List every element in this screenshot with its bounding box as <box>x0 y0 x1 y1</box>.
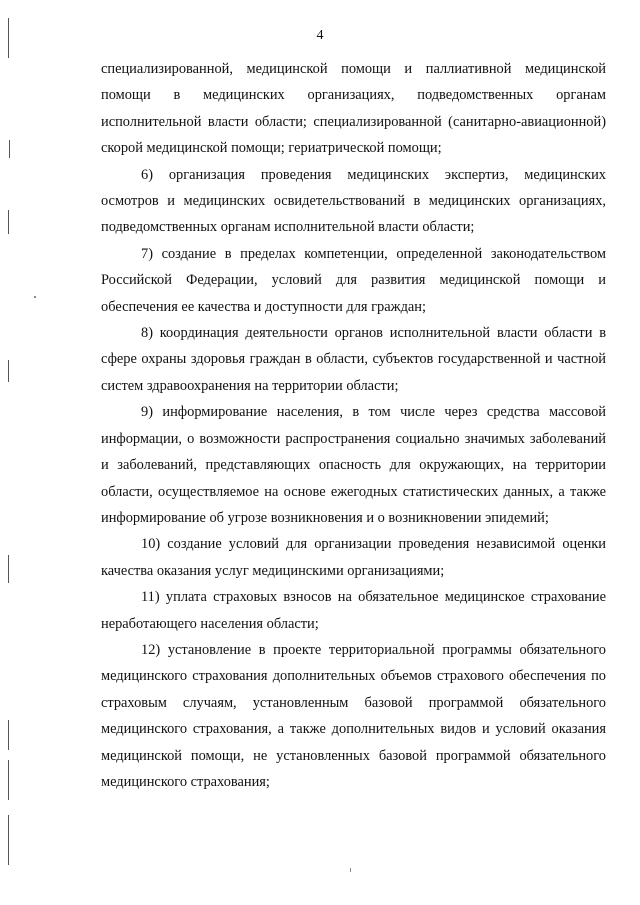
scan-artifact <box>9 140 10 158</box>
paragraph-continuation: специализированной, медицинской помощи и паллиативной медицинской помощи в медицинских организациях, подведомственных органам исполнительной власти области; специализированной (санитарно-авиационной) скорой медицинской помощи; гериатрической помощи; <box>101 61 606 157</box>
paragraph-item-11: 11) уплата страховых взносов на обязательное медицинское страхование неработающего населения области; <box>101 589 606 632</box>
paragraph-item-9: 9) информирование населения, в том числе через средства массовой информации, о возможности распространения социально значимых заболеваний и заболеваний, представляющих опасность для окружающих, на территории области, осуществляемое на основе ежегодных статистических данных, а также информирование об угрозе возникновения и о возникновении эпидемий; <box>101 404 606 526</box>
scan-artifact <box>8 360 9 382</box>
scan-artifact <box>34 296 36 298</box>
paragraph-item-6: 6) организация проведения медицинских экспертиз, медицинских осмотров и медицинских освидетельствований в медицинских организациях, подведомственных органам исполнительной власти области; <box>101 166 606 236</box>
paragraph-item-10: 10) создание условий для организации проведения независимой оценки качества оказания услуг медицинскими организациями; <box>101 536 606 579</box>
scan-artifact <box>8 815 9 865</box>
scan-artifact <box>8 210 9 234</box>
paragraph-item-12: 12) установление в проекте территориальной программы обязательного медицинского страхования дополнительных объемов страхового обеспечения по страховым случаям, установленным базовой программой обязательного медицинского страхования, а также дополнительных видов и условий оказания медицинской помощи, не установленных базовой программой обязательного медицинского страхования; <box>101 641 606 790</box>
document-body <box>101 56 606 795</box>
scan-artifact <box>8 555 9 583</box>
page-number: 4 <box>316 28 324 43</box>
paragraph-item-7: 7) создание в пределах компетенции, определенной законодательством Российской Федерации, условий для развития медицинской помощи и обеспечения ее качества и доступности для граждан; <box>101 245 606 315</box>
paragraph-item-8: 8) координация деятельности органов исполнительной власти области в сфере охраны здоровья граждан в области, субъектов государственной и частной систем здравоохранения на территории области; <box>101 325 606 394</box>
scan-artifact <box>8 720 9 750</box>
scan-artifact <box>350 868 351 872</box>
scan-artifact <box>8 760 9 800</box>
